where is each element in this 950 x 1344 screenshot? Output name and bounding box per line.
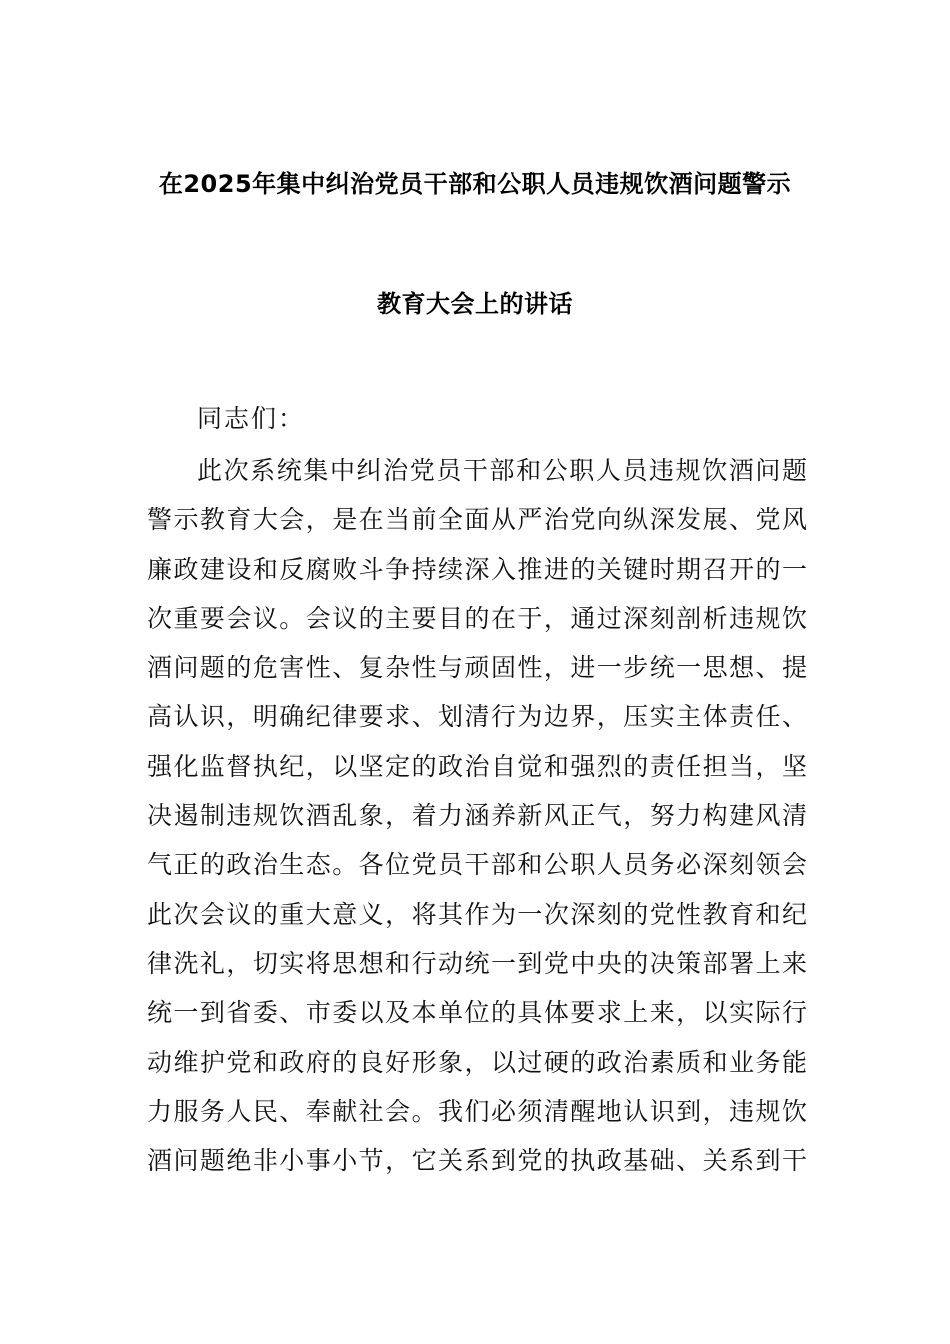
document-title-line-1: 在2025年集中纠治党员干部和公职人员违规饮酒问题警示: [158, 170, 792, 198]
body-line: 动维护党和政府的良好形象，以过硬的政治素质和业务能: [147, 1047, 807, 1077]
body-line: 决遏制违规饮酒乱象，着力涵养新风正气，努力构建风清: [147, 801, 807, 831]
body-line: 酒问题的危害性、复杂性与顽固性，进一步统一思想、提: [147, 653, 807, 683]
body-line: 强化监督执纪，以坚定的政治自觉和强烈的责任担当，坚: [147, 751, 807, 781]
body-line: 此次会议的重大意义，将其作为一次深刻的党性教育和纪: [147, 899, 807, 929]
body-line: 警示教育大会，是在当前全面从严治党向纵深发展、党风: [147, 505, 807, 535]
document-title-line-2: 教育大会上的讲话: [377, 290, 573, 318]
body-line: 此次系统集中纠治党员干部和公职人员违规饮酒问题: [197, 456, 807, 485]
body-paragraph: [147, 446, 807, 1185]
body-line: 次重要会议。会议的主要目的在于，通过深刻剖析违规饮: [147, 603, 807, 633]
body-line: 统一到省委、市委以及本单位的具体要求上来，以实际行: [147, 998, 807, 1028]
salutation: 同志们：: [197, 404, 306, 433]
body-line: 律洗礼，切实将思想和行动统一到党中央的决策部署上来: [147, 948, 807, 978]
body-line: 廉政建设和反腐败斗争持续深入推进的关键时期召开的一: [147, 554, 807, 584]
body-line: 酒问题绝非小事小节，它关系到党的执政基础、关系到干: [147, 1146, 807, 1176]
body-line: 高认识，明确纪律要求、划清行为边界，压实主体责任、: [147, 702, 807, 732]
body-line: 力服务人民、奉献社会。我们必须清醒地认识到，违规饮: [147, 1096, 807, 1126]
body-line: 气正的政治生态。各位党员干部和公职人员务必深刻领会: [147, 850, 807, 880]
